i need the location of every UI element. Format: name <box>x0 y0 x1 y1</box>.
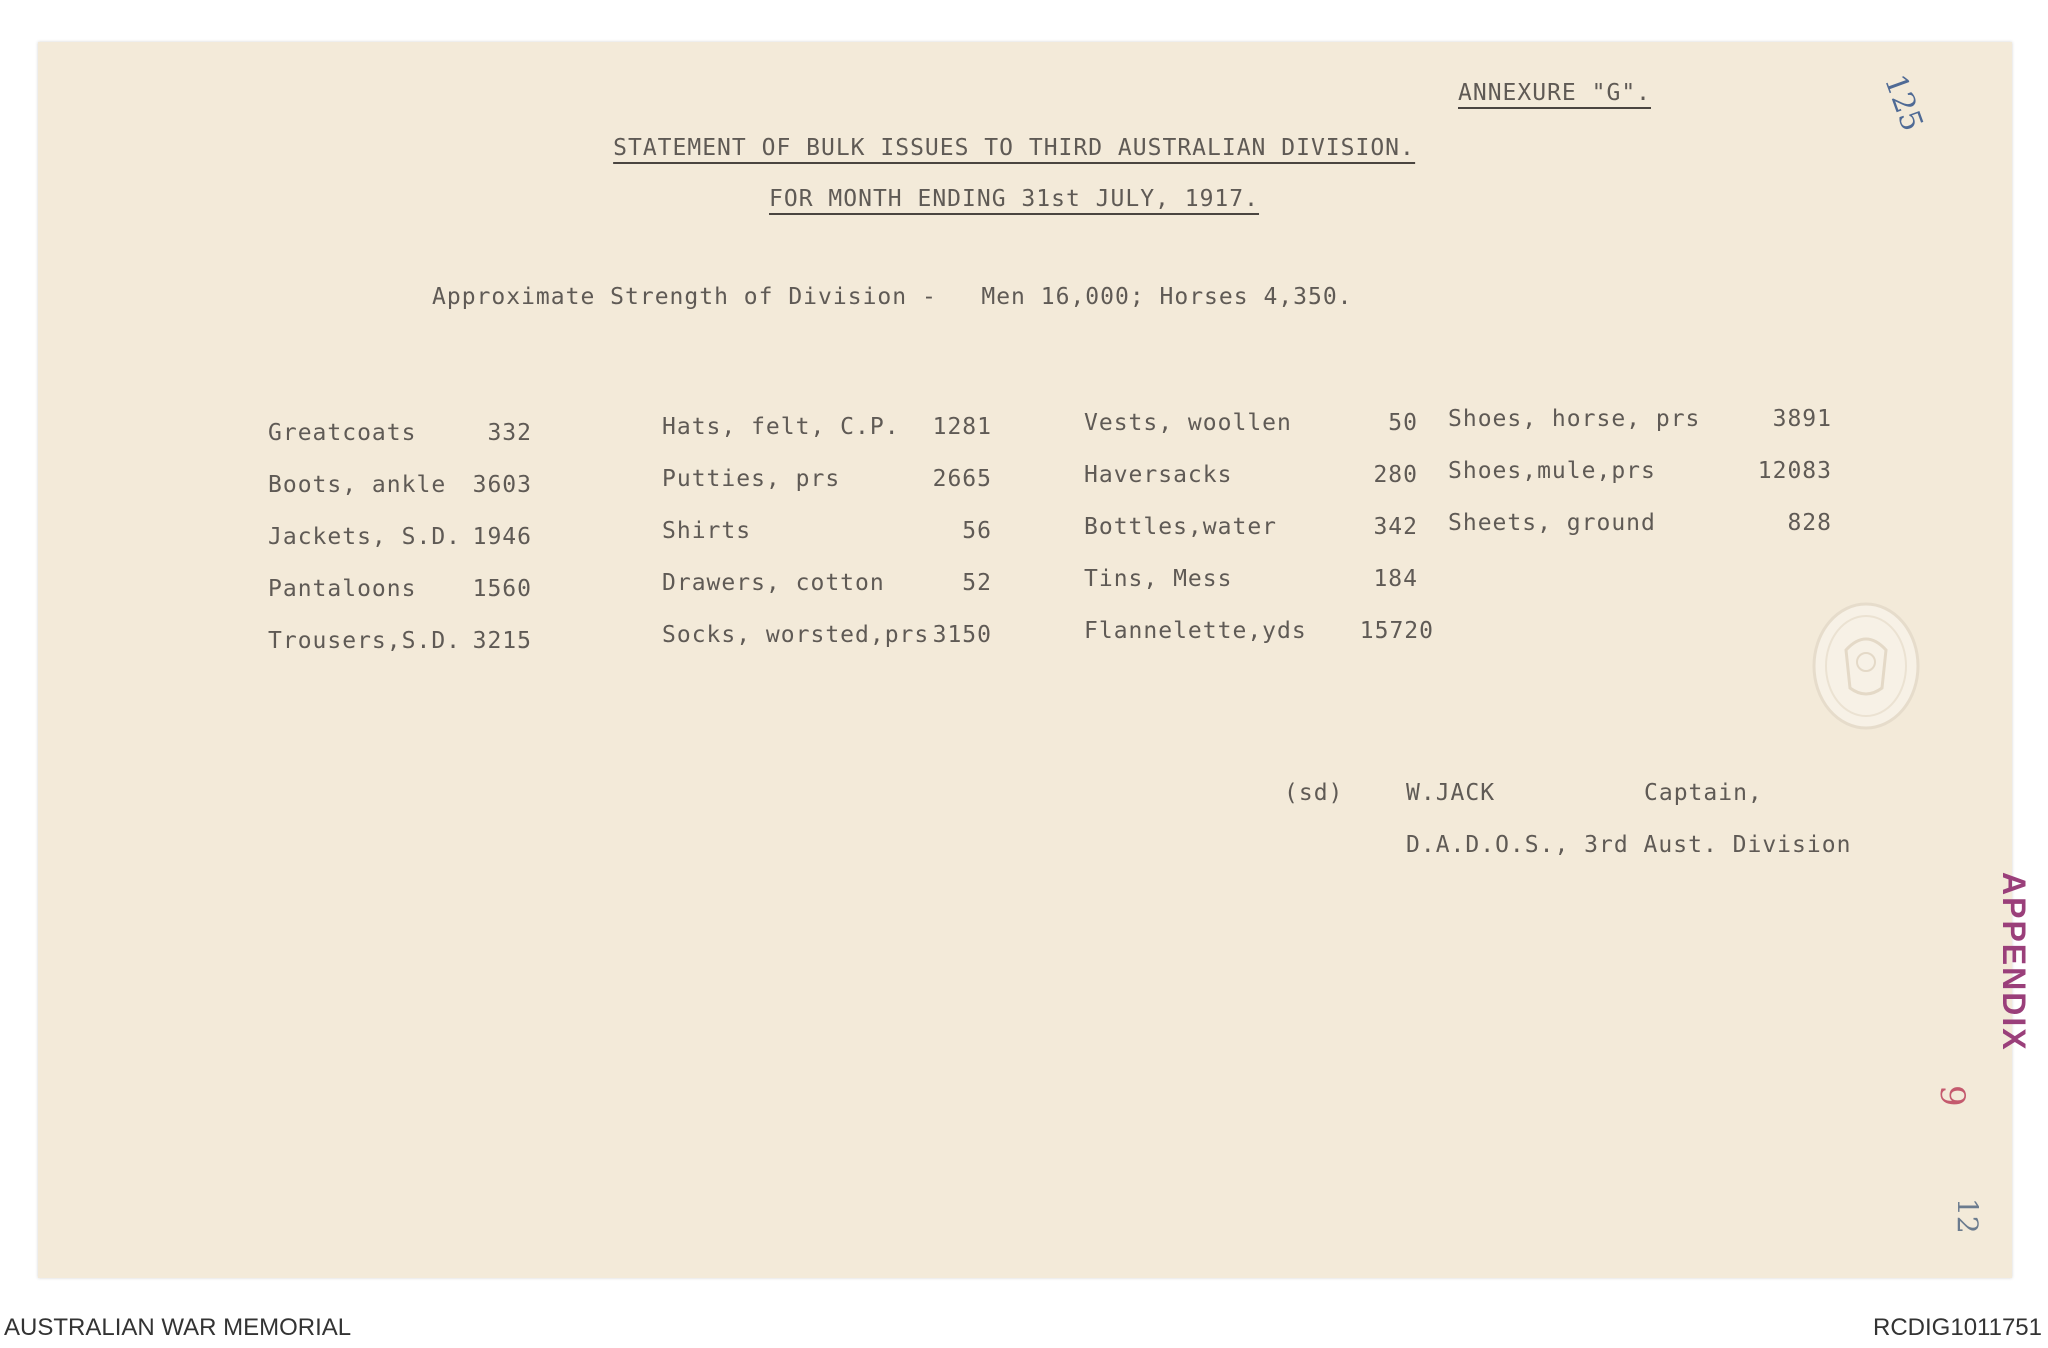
footer-credit: AUSTRALIAN WAR MEMORIAL <box>4 1314 352 1341</box>
issue-row <box>1084 618 1434 670</box>
item-name: Pantaloons <box>268 576 417 602</box>
signature-rank: Captain, <box>1644 780 1763 806</box>
footer-catalogue-id: RCDIG1011751 <box>1873 1314 2042 1341</box>
item-quantity: 3891 <box>1772 406 1832 432</box>
item-quantity: 342 <box>1373 514 1418 540</box>
item-name: Shirts <box>662 518 752 544</box>
issue-row <box>662 466 992 518</box>
issue-column-3 <box>1084 410 1434 670</box>
issue-row <box>268 524 532 576</box>
item-quantity: 3215 <box>472 628 532 654</box>
appendix-stamp: APPENDIX <box>1996 872 2032 1052</box>
item-name: Bottles,water <box>1084 514 1278 540</box>
item-name: Greatcoats <box>268 420 417 446</box>
item-quantity: 3150 <box>932 622 992 648</box>
issue-row <box>1448 406 1832 458</box>
item-name: Sheets, ground <box>1448 510 1656 536</box>
item-name: Putties, prs <box>662 466 841 492</box>
item-name: Trousers,S.D. <box>268 628 462 654</box>
item-name: Flannelette,yds <box>1084 618 1307 644</box>
issue-row <box>268 576 532 628</box>
item-name: Boots, ankle <box>268 472 447 498</box>
issue-row <box>268 420 532 472</box>
issue-column-1 <box>268 420 532 680</box>
folio-number-bottom: 12 <box>1951 1198 1984 1234</box>
appendix-number: 9 <box>1932 1085 1972 1107</box>
issue-row <box>1084 462 1434 514</box>
item-quantity: 1946 <box>472 524 532 550</box>
item-quantity: 184 <box>1373 566 1418 592</box>
issue-row <box>268 628 532 680</box>
item-name: Socks, worsted,prs <box>662 622 930 648</box>
issue-row <box>1084 410 1434 462</box>
folio-number-top: 125 <box>1877 70 1930 136</box>
issue-row <box>1084 514 1434 566</box>
document-page <box>38 42 2032 1278</box>
issue-row <box>662 622 992 674</box>
item-quantity: 56 <box>962 518 992 544</box>
item-quantity: 332 <box>487 420 532 446</box>
signature-unit: D.A.D.O.S., 3rd Aust. Division <box>1406 832 1852 858</box>
item-quantity: 12083 <box>1757 458 1832 484</box>
issue-row <box>1084 566 1434 618</box>
item-name: Drawers, cotton <box>662 570 885 596</box>
signature-sd: (sd) <box>1284 780 1344 806</box>
item-name: Hats, felt, C.P. <box>662 414 900 440</box>
annexure-label: ANNEXURE "G". <box>1458 80 1651 109</box>
item-quantity: 15720 <box>1359 618 1434 644</box>
item-name: Tins, Mess <box>1084 566 1233 592</box>
embossed-seal-icon <box>1810 600 1922 732</box>
item-quantity: 50 <box>1388 410 1418 436</box>
document-subtitle: FOR MONTH ENDING 31st JULY, 1917. <box>769 186 1259 215</box>
item-quantity: 828 <box>1787 510 1832 536</box>
issue-row <box>1448 510 1832 562</box>
document-title: STATEMENT OF BULK ISSUES TO THIRD AUSTRALIAN DIVISION. <box>613 135 1415 164</box>
item-name: Shoes, horse, prs <box>1448 406 1701 432</box>
issue-row <box>662 570 992 622</box>
item-name: Vests, woollen <box>1084 410 1292 436</box>
issue-row <box>1448 458 1832 510</box>
item-quantity: 3603 <box>472 472 532 498</box>
item-quantity: 280 <box>1373 462 1418 488</box>
issue-column-4 <box>1448 406 1832 562</box>
item-name: Shoes,mule,prs <box>1448 458 1656 484</box>
issue-column-2 <box>662 414 992 674</box>
item-quantity: 2665 <box>932 466 992 492</box>
issue-row <box>662 518 992 570</box>
issue-row <box>662 414 992 466</box>
item-quantity: 1281 <box>932 414 992 440</box>
signature-name: W.JACK <box>1406 780 1496 806</box>
division-strength: Approximate Strength of Division - Men 16,000; Horses 4,350. <box>432 284 1353 310</box>
item-name: Jackets, S.D. <box>268 524 462 550</box>
issue-row <box>268 472 532 524</box>
item-quantity: 52 <box>962 570 992 596</box>
item-quantity: 1560 <box>472 576 532 602</box>
item-name: Haversacks <box>1084 462 1233 488</box>
